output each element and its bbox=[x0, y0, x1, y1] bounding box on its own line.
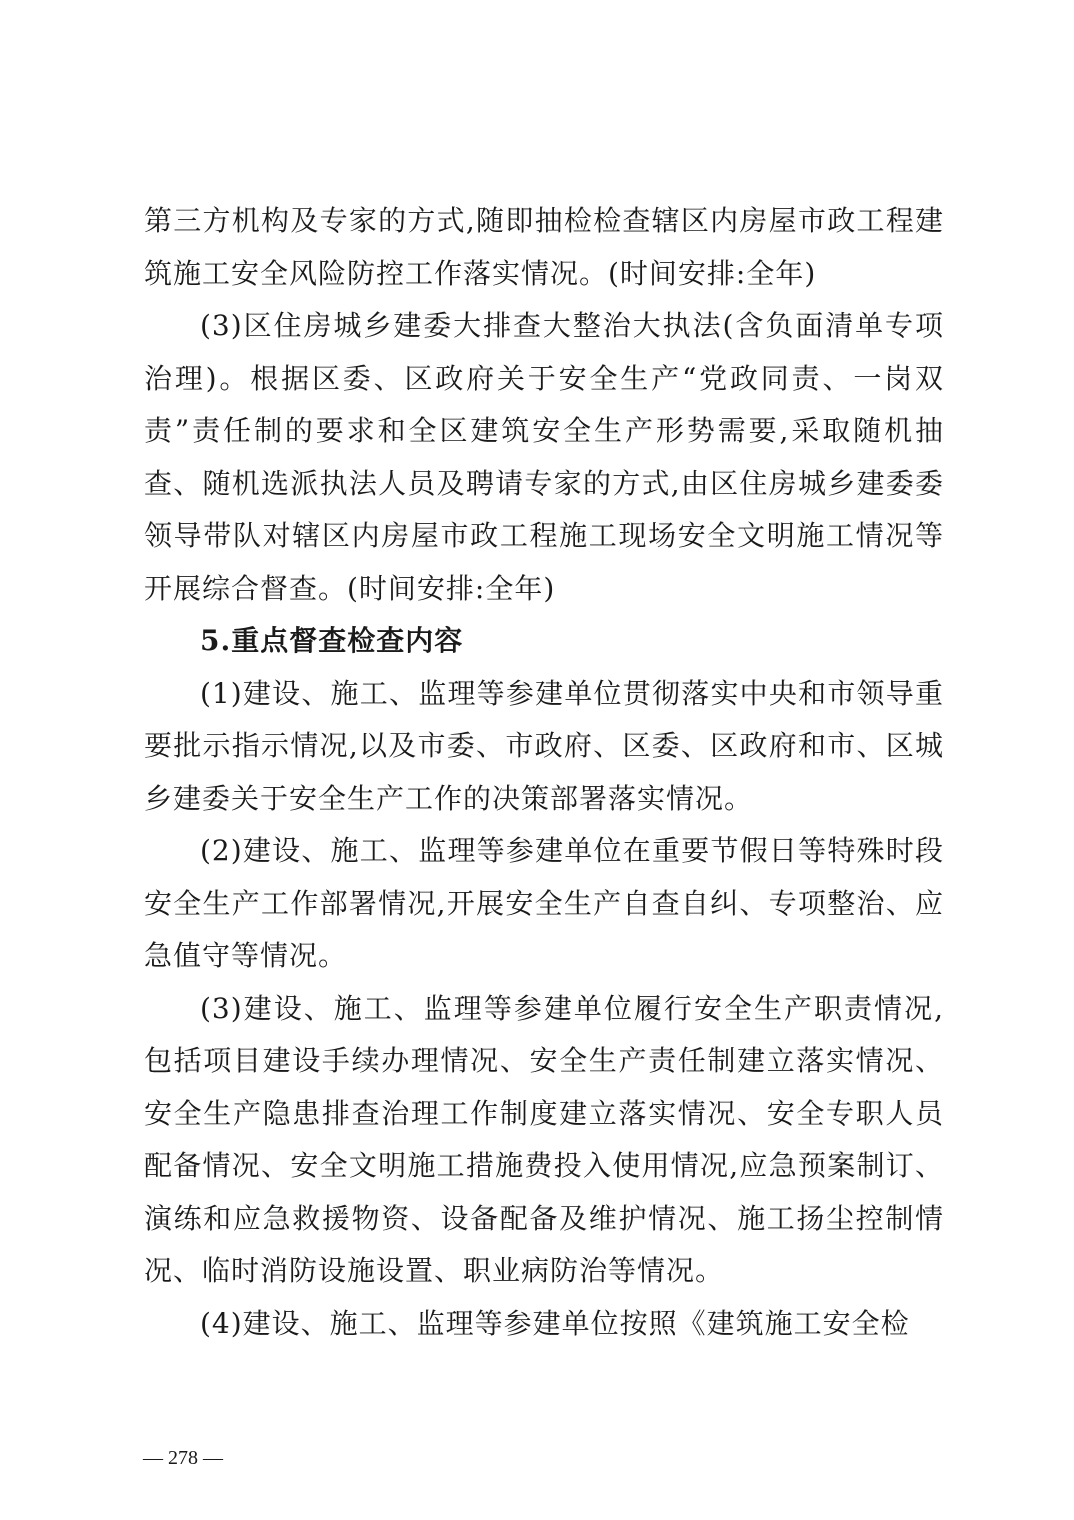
paragraph-item-3-inspection: (3)区住房城乡建委大排查大整治大执法(含负面清单专项治理)。根据区委、区政府关于安全生产“党政同责、一岗双责”责任制的要求和全区建筑安全生产形势需要,采取随机抽查、随机选派执法人员及聘请专家的方式,由区住房城乡建委委领导带队对辖区内房屋市政工程施工现场安全文明施工情况等开展综合督查。(时间安排:全年) bbox=[144, 309, 944, 605]
paragraph-content-3: (3)建设、施工、监理等参建单位履行安全生产职责情况,包括项目建设手续办理情况、安全生产责任制建立落实情况、安全生产隐患排查治理工作制度建立落实情况、安全专职人员配备情况、安全文明施工措施费投入使用情况,应急预案制订、演练和应急救援物资、设备配备及维护情况、施工扬尘控制情况、临时消防设施设置、职业病防治等情况。 bbox=[144, 991, 944, 1287]
page-number: — 278 — bbox=[143, 1447, 223, 1469]
paragraph-content-1: (1)建设、施工、监理等参建单位贯彻落实中央和市领导重要批示指示情况,以及市委、市政府、区委、区政府和市、区城乡建委关于安全生产工作的决策部署落实情况。 bbox=[144, 676, 944, 815]
paragraph-content-2: (2)建设、施工、监理等参建单位在重要节假日等特殊时段安全生产工作部署情况,开展安全生产自查自纠、专项整治、应急值守等情况。 bbox=[144, 834, 944, 972]
paragraph-content-4: (4)建设、施工、监理等参建单位按照《建筑施工安全检 bbox=[200, 1306, 910, 1340]
section-heading: 5.重点督查检查内容 bbox=[200, 624, 464, 657]
paragraph-continuation: 第三方机构及专家的方式,随即抽检检查辖区内房屋市政工程建筑施工安全风险防控工作落实情况。(时间安排:全年) bbox=[144, 204, 944, 290]
body-text bbox=[144, 195, 944, 1350]
